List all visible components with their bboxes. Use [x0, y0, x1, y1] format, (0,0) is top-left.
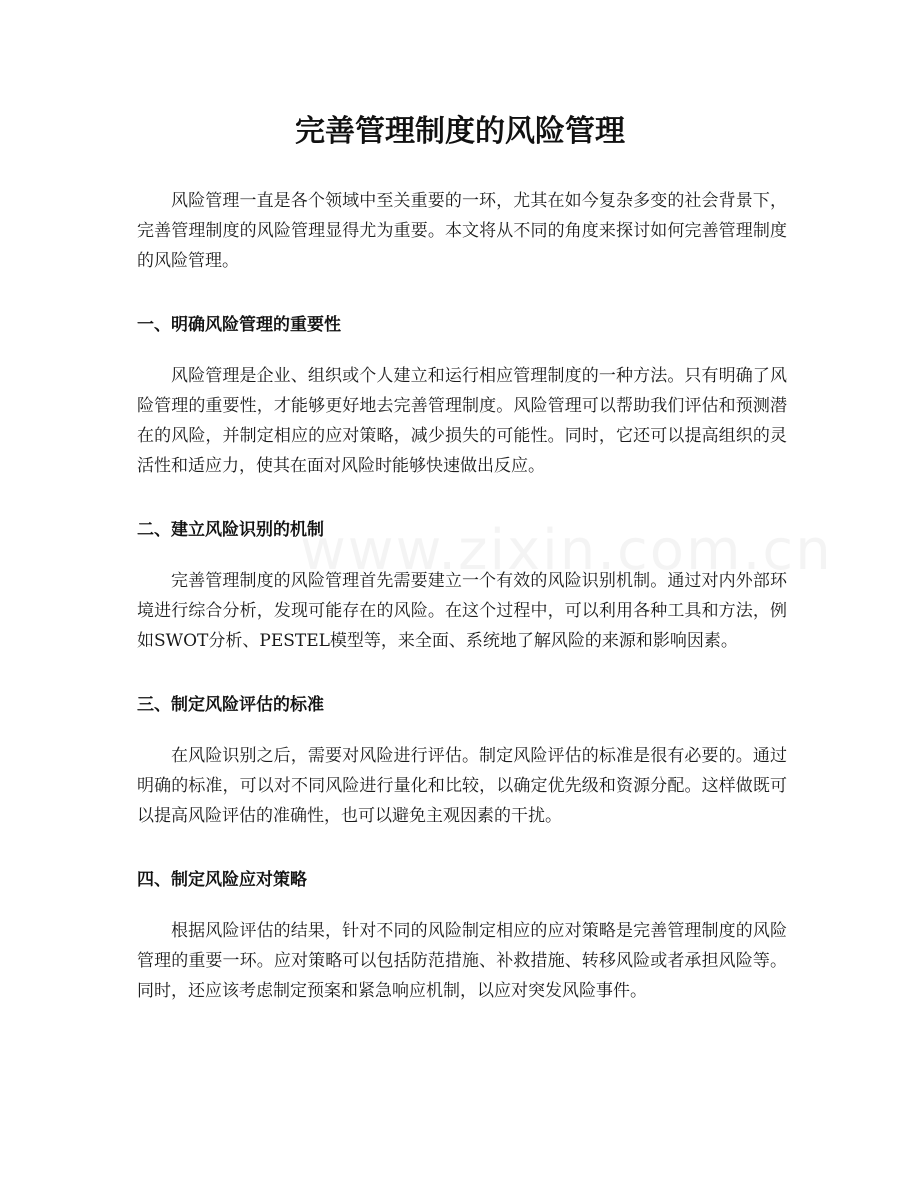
section-paragraph-2: 完善管理制度的风险管理首先需要建立一个有效的风险识别机制。通过对内外部环境进行综合分析，发现可能存在的风险。在这个过程中，可以利用各种工具和方法，例如SWOT分析、PESTEL模型等，来全面、系统地了解风险的来源和影响因素。: [137, 571, 787, 651]
intro-paragraph: 风险管理一直是各个领域中至关重要的一环，尤其在如今复杂多变的社会背景下，完善管理制度的风险管理显得尤为重要。本文将从不同的角度来探讨如何完善管理制度的风险管理。: [137, 191, 787, 271]
page-title: 完善管理制度的风险管理: [295, 114, 625, 149]
document-body: [137, 186, 787, 1006]
section-paragraph-1: 风险管理是企业、组织或个人建立和运行相应管理制度的一种方法。只有明确了风险管理的重要性，才能够更好地去完善管理制度。风险管理可以帮助我们评估和预测潜在的风险，并制定相应的应对策略，减少损失的可能性。同时，它还可以提高组织的灵活性和适应力，使其在面对风险时能够快速做出反应。: [137, 366, 787, 476]
section-heading-2: 二、建立风险识别的机制: [137, 520, 324, 540]
section-heading-3: 三、制定风险评估的标准: [137, 695, 324, 715]
section-paragraph-4: 根据风险评估的结果，针对不同的风险制定相应的应对策略是完善管理制度的风险管理的重要一环。应对策略可以包括防范措施、补救措施、转移风险或者承担风险等。同时，还应该考虑制定预案和紧急响应机制，以应对突发风险事件。: [137, 921, 787, 1001]
section-heading-4: 四、制定风险应对策略: [137, 870, 307, 890]
section-heading-1: 一、明确风险管理的重要性: [137, 315, 341, 335]
section-paragraph-3: 在风险识别之后，需要对风险进行评估。制定风险评估的标准是很有必要的。通过明确的标准，可以对不同风险进行量化和比较，以确定优先级和资源分配。这样做既可以提高风险评估的准确性，也可以避免主观因素的干扰。: [137, 746, 787, 826]
